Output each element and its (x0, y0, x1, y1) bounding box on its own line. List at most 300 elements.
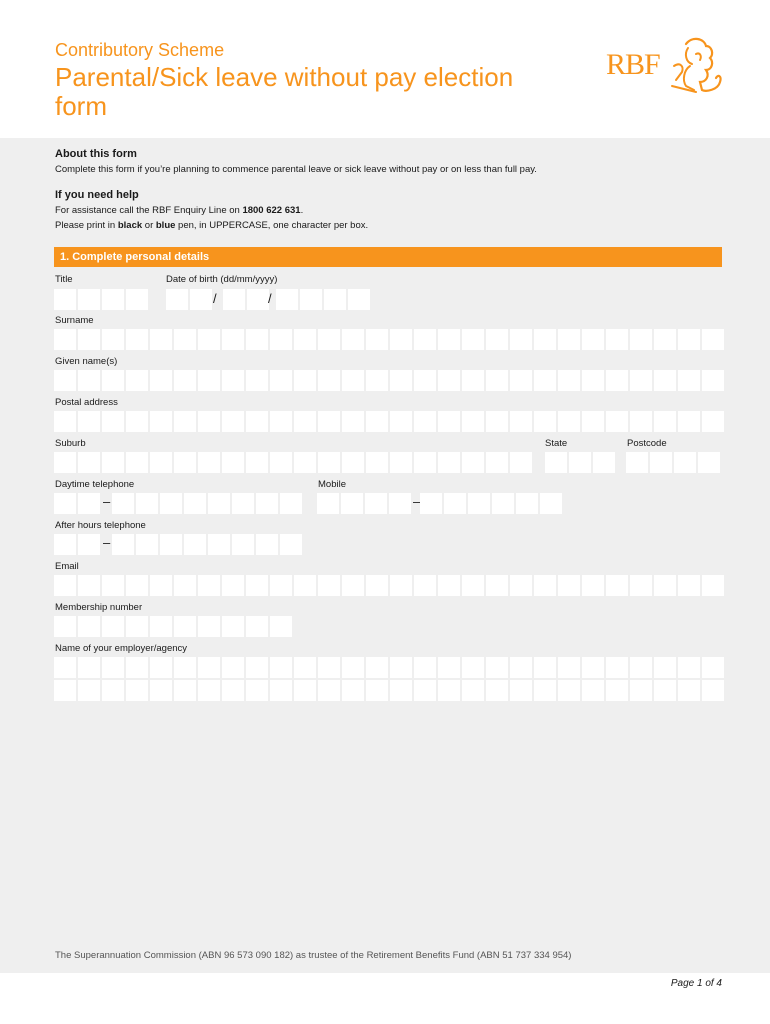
surname-label: Surname (55, 315, 94, 326)
character-box[interactable] (232, 534, 254, 555)
character-box[interactable] (438, 575, 460, 596)
lion-icon (666, 36, 724, 98)
character-box[interactable] (54, 680, 76, 701)
character-box[interactable] (534, 411, 556, 432)
character-box[interactable] (318, 575, 340, 596)
character-box[interactable] (486, 575, 508, 596)
character-box[interactable] (78, 534, 100, 555)
character-box[interactable] (414, 680, 436, 701)
character-box[interactable] (366, 370, 388, 391)
character-box[interactable] (222, 329, 244, 350)
character-box[interactable] (510, 411, 532, 432)
character-box[interactable] (390, 370, 412, 391)
character-box[interactable] (390, 680, 412, 701)
character-box[interactable] (294, 452, 316, 473)
character-box[interactable] (126, 680, 148, 701)
help-line-2-e: pen, in UPPERCASE, one character per box. (175, 220, 369, 231)
section-1-bar: 1. Complete personal details (54, 247, 722, 267)
character-box[interactable] (102, 452, 124, 473)
help-heading: If you need help (55, 189, 139, 201)
character-box[interactable] (198, 616, 220, 637)
character-box[interactable] (702, 411, 724, 432)
character-box[interactable] (582, 329, 604, 350)
character-box[interactable] (324, 289, 346, 310)
help-line-1-prefix: For assistance call the RBF Enquiry Line on (55, 205, 243, 216)
character-box[interactable] (222, 411, 244, 432)
character-box[interactable] (54, 616, 76, 637)
after-hours-area-code-field[interactable] (54, 534, 100, 555)
character-box[interactable] (270, 370, 292, 391)
character-box[interactable] (54, 493, 76, 514)
character-box[interactable] (112, 493, 134, 514)
character-box[interactable] (223, 289, 245, 310)
dob-month-field[interactable] (223, 289, 269, 310)
help-line-2 (55, 220, 368, 231)
character-box[interactable] (626, 452, 648, 473)
postal-address-label: Postal address (55, 397, 118, 408)
character-box[interactable] (136, 493, 158, 514)
character-box[interactable] (166, 289, 188, 310)
character-box[interactable] (174, 616, 196, 637)
character-box[interactable] (198, 329, 220, 350)
character-box[interactable] (54, 289, 76, 310)
character-box[interactable] (414, 329, 436, 350)
character-box[interactable] (674, 452, 696, 473)
character-box[interactable] (702, 657, 724, 678)
character-box[interactable] (54, 329, 76, 350)
character-box[interactable] (390, 452, 412, 473)
character-box[interactable] (256, 534, 278, 555)
character-box[interactable] (256, 493, 278, 514)
character-box[interactable] (160, 493, 182, 514)
character-box[interactable] (534, 370, 556, 391)
character-box[interactable] (630, 657, 652, 678)
email-label: Email (55, 561, 79, 572)
character-box[interactable] (558, 657, 580, 678)
character-box[interactable] (102, 616, 124, 637)
character-box[interactable] (414, 411, 436, 432)
character-box[interactable] (222, 575, 244, 596)
character-box[interactable] (54, 575, 76, 596)
character-box[interactable] (486, 657, 508, 678)
character-box[interactable] (414, 370, 436, 391)
daytime-phone-label: Daytime telephone (55, 479, 135, 490)
character-box[interactable] (208, 534, 230, 555)
state-field[interactable] (545, 452, 615, 473)
character-box[interactable] (462, 411, 484, 432)
character-box[interactable] (54, 657, 76, 678)
character-box[interactable] (246, 370, 268, 391)
character-box[interactable] (630, 411, 652, 432)
after-hours-number-field[interactable] (112, 534, 302, 555)
character-box[interactable] (366, 411, 388, 432)
character-box[interactable] (294, 575, 316, 596)
character-box[interactable] (698, 452, 720, 473)
character-box[interactable] (462, 452, 484, 473)
character-box[interactable] (318, 411, 340, 432)
character-box[interactable] (198, 575, 220, 596)
character-box[interactable] (438, 657, 460, 678)
character-box[interactable] (593, 452, 615, 473)
character-box[interactable] (112, 534, 134, 555)
character-box[interactable] (126, 289, 148, 310)
character-box[interactable] (366, 575, 388, 596)
character-box[interactable] (516, 493, 538, 514)
about-text: Complete this form if you’re planning to commence parental leave or sick leave without pay or on less than full pay. (55, 164, 537, 175)
character-box[interactable] (438, 329, 460, 350)
character-box[interactable] (558, 370, 580, 391)
character-box[interactable] (318, 329, 340, 350)
character-box[interactable] (486, 680, 508, 701)
character-box[interactable] (390, 411, 412, 432)
character-box[interactable] (294, 657, 316, 678)
character-box[interactable] (232, 493, 254, 514)
daytime-dash: – (103, 494, 111, 509)
character-box[interactable] (342, 575, 364, 596)
character-box[interactable] (606, 370, 628, 391)
character-box[interactable] (582, 657, 604, 678)
character-box[interactable] (222, 657, 244, 678)
character-box[interactable] (534, 329, 556, 350)
character-box[interactable] (510, 575, 532, 596)
character-box[interactable] (78, 616, 100, 637)
character-box[interactable] (540, 493, 562, 514)
employer-label: Name of your employer/agency (55, 643, 188, 654)
character-box[interactable] (702, 329, 724, 350)
character-box[interactable] (678, 370, 700, 391)
rbf-logo (606, 36, 724, 100)
character-box[interactable] (294, 329, 316, 350)
character-box[interactable] (650, 452, 672, 473)
character-box[interactable] (246, 616, 268, 637)
character-box[interactable] (174, 657, 196, 678)
character-box[interactable] (222, 452, 244, 473)
help-blue: blue (155, 220, 176, 231)
character-box[interactable] (569, 452, 591, 473)
character-box[interactable] (510, 657, 532, 678)
about-heading: About this form (55, 148, 137, 160)
postcode-label: Postcode (627, 438, 667, 449)
character-box[interactable] (342, 657, 364, 678)
character-box[interactable] (678, 575, 700, 596)
character-box[interactable] (222, 680, 244, 701)
surname-field[interactable] (54, 329, 724, 350)
character-box[interactable] (534, 657, 556, 678)
character-box[interactable] (486, 370, 508, 391)
character-box[interactable] (126, 370, 148, 391)
character-box[interactable] (270, 616, 292, 637)
character-box[interactable] (280, 534, 302, 555)
character-box[interactable] (160, 534, 182, 555)
footer-text: The Superannuation Commission (ABN 96 573 090 182) as trustee of the Retirement Benefits Fund (ABN 51 737 334 954) (55, 950, 572, 961)
character-box[interactable] (102, 329, 124, 350)
character-box[interactable] (150, 329, 172, 350)
given-name-field[interactable] (54, 370, 724, 391)
character-box[interactable] (318, 657, 340, 678)
character-box[interactable] (174, 680, 196, 701)
character-box[interactable] (534, 575, 556, 596)
character-box[interactable] (78, 575, 100, 596)
postal-address-field[interactable] (54, 411, 724, 432)
character-box[interactable] (414, 452, 436, 473)
character-box[interactable] (510, 329, 532, 350)
character-box[interactable] (654, 411, 676, 432)
character-box[interactable] (150, 680, 172, 701)
character-box[interactable] (486, 329, 508, 350)
character-box[interactable] (606, 680, 628, 701)
character-box[interactable] (270, 329, 292, 350)
character-box[interactable] (510, 370, 532, 391)
character-box[interactable] (136, 534, 158, 555)
character-box[interactable] (150, 370, 172, 391)
character-box[interactable] (438, 680, 460, 701)
character-box[interactable] (150, 452, 172, 473)
character-box[interactable] (150, 657, 172, 678)
character-box[interactable] (78, 657, 100, 678)
character-box[interactable] (678, 411, 700, 432)
character-box[interactable] (126, 657, 148, 678)
character-box[interactable] (317, 493, 339, 514)
character-box[interactable] (246, 329, 268, 350)
character-box[interactable] (390, 575, 412, 596)
character-box[interactable] (702, 680, 724, 701)
mobile-number-field[interactable] (420, 493, 562, 514)
character-box[interactable] (342, 370, 364, 391)
employer-field-line-1[interactable] (54, 657, 724, 678)
suburb-field[interactable] (54, 452, 532, 473)
character-box[interactable] (678, 657, 700, 678)
character-box[interactable] (582, 680, 604, 701)
character-box[interactable] (318, 452, 340, 473)
character-box[interactable] (510, 452, 532, 473)
character-box[interactable] (102, 411, 124, 432)
character-box[interactable] (630, 575, 652, 596)
character-box[interactable] (389, 493, 411, 514)
character-box[interactable] (126, 411, 148, 432)
character-box[interactable] (174, 411, 196, 432)
character-box[interactable] (342, 452, 364, 473)
character-box[interactable] (558, 575, 580, 596)
character-box[interactable] (318, 680, 340, 701)
postcode-field[interactable] (626, 452, 720, 473)
character-box[interactable] (78, 289, 100, 310)
character-box[interactable] (606, 329, 628, 350)
character-box[interactable] (294, 411, 316, 432)
character-box[interactable] (150, 575, 172, 596)
character-box[interactable] (247, 289, 269, 310)
character-box[interactable] (174, 452, 196, 473)
character-box[interactable] (606, 575, 628, 596)
character-box[interactable] (468, 493, 490, 514)
character-box[interactable] (54, 370, 76, 391)
character-box[interactable] (534, 680, 556, 701)
character-box[interactable] (420, 493, 442, 514)
given-name-label: Given name(s) (55, 356, 118, 367)
character-box[interactable] (390, 657, 412, 678)
character-box[interactable] (300, 289, 322, 310)
page-number: Page 1 of 4 (670, 978, 722, 989)
character-box[interactable] (545, 452, 567, 473)
character-box[interactable] (184, 493, 206, 514)
character-box[interactable] (486, 411, 508, 432)
character-box[interactable] (246, 575, 268, 596)
character-box[interactable] (294, 370, 316, 391)
character-box[interactable] (606, 411, 628, 432)
character-box[interactable] (78, 370, 100, 391)
mobile-label: Mobile (318, 479, 346, 490)
character-box[interactable] (190, 289, 212, 310)
character-box[interactable] (342, 411, 364, 432)
character-box[interactable] (366, 657, 388, 678)
suburb-label: Suburb (55, 438, 86, 449)
daytime-area-code-field[interactable] (54, 493, 100, 514)
character-box[interactable] (438, 370, 460, 391)
character-box[interactable] (184, 534, 206, 555)
character-box[interactable] (198, 370, 220, 391)
title-field[interactable] (54, 289, 148, 310)
character-box[interactable] (582, 575, 604, 596)
membership-number-field[interactable] (54, 616, 292, 637)
character-box[interactable] (342, 680, 364, 701)
character-box[interactable] (366, 329, 388, 350)
character-box[interactable] (582, 370, 604, 391)
character-box[interactable] (198, 411, 220, 432)
character-box[interactable] (54, 534, 76, 555)
character-box[interactable] (174, 329, 196, 350)
character-box[interactable] (150, 616, 172, 637)
employer-field-line-2[interactable] (54, 680, 724, 701)
character-box[interactable] (102, 289, 124, 310)
character-box[interactable] (654, 680, 676, 701)
character-box[interactable] (606, 657, 628, 678)
character-box[interactable] (492, 493, 514, 514)
character-box[interactable] (294, 680, 316, 701)
after-hours-label: After hours telephone (55, 520, 146, 531)
character-box[interactable] (318, 370, 340, 391)
character-box[interactable] (678, 680, 700, 701)
page-title: Parental/Sick leave without pay election form (55, 62, 514, 121)
character-box[interactable] (366, 680, 388, 701)
character-box[interactable] (341, 493, 363, 514)
character-box[interactable] (78, 493, 100, 514)
character-box[interactable] (462, 329, 484, 350)
character-box[interactable] (78, 329, 100, 350)
help-black: black (117, 220, 143, 231)
membership-number-label: Membership number (55, 602, 143, 613)
character-box[interactable] (126, 575, 148, 596)
title-label: Title (55, 274, 73, 285)
daytime-number-field[interactable] (112, 493, 302, 514)
character-box[interactable] (678, 329, 700, 350)
character-box[interactable] (126, 616, 148, 637)
help-line-2-a: Please print in (55, 220, 118, 231)
character-box[interactable] (348, 289, 370, 310)
character-box[interactable] (102, 657, 124, 678)
character-box[interactable] (510, 680, 532, 701)
character-box[interactable] (365, 493, 387, 514)
character-box[interactable] (270, 680, 292, 701)
dob-slash-2: / (268, 291, 272, 306)
character-box[interactable] (78, 680, 100, 701)
character-box[interactable] (630, 329, 652, 350)
character-box[interactable] (246, 452, 268, 473)
character-box[interactable] (198, 452, 220, 473)
dob-year-field[interactable] (276, 289, 370, 310)
character-box[interactable] (444, 493, 466, 514)
mobile-dash: – (413, 494, 421, 509)
dob-label: Date of birth (dd/mm/yyyy) (166, 274, 278, 285)
character-box[interactable] (198, 680, 220, 701)
character-box[interactable] (270, 452, 292, 473)
character-box[interactable] (102, 575, 124, 596)
character-box[interactable] (222, 370, 244, 391)
character-box[interactable] (654, 370, 676, 391)
character-box[interactable] (702, 575, 724, 596)
mobile-prefix-field[interactable] (317, 493, 411, 514)
character-box[interactable] (438, 411, 460, 432)
character-box[interactable] (222, 616, 244, 637)
character-box[interactable] (630, 680, 652, 701)
character-box[interactable] (54, 411, 76, 432)
character-box[interactable] (486, 452, 508, 473)
character-box[interactable] (54, 452, 76, 473)
character-box[interactable] (174, 575, 196, 596)
character-box[interactable] (558, 680, 580, 701)
character-box[interactable] (582, 411, 604, 432)
character-box[interactable] (270, 657, 292, 678)
character-box[interactable] (276, 289, 298, 310)
character-box[interactable] (654, 329, 676, 350)
character-box[interactable] (462, 370, 484, 391)
character-box[interactable] (208, 493, 230, 514)
character-box[interactable] (414, 657, 436, 678)
character-box[interactable] (102, 680, 124, 701)
character-box[interactable] (342, 329, 364, 350)
character-box[interactable] (246, 411, 268, 432)
email-field[interactable] (54, 575, 724, 596)
character-box[interactable] (438, 452, 460, 473)
character-box[interactable] (246, 657, 268, 678)
character-box[interactable] (390, 329, 412, 350)
character-box[interactable] (126, 329, 148, 350)
character-box[interactable] (78, 411, 100, 432)
character-box[interactable] (630, 370, 652, 391)
character-box[interactable] (654, 575, 676, 596)
character-box[interactable] (126, 452, 148, 473)
character-box[interactable] (150, 411, 172, 432)
page-header (0, 0, 770, 138)
character-box[interactable] (270, 411, 292, 432)
character-box[interactable] (280, 493, 302, 514)
character-box[interactable] (462, 680, 484, 701)
character-box[interactable] (702, 370, 724, 391)
character-box[interactable] (462, 657, 484, 678)
character-box[interactable] (270, 575, 292, 596)
character-box[interactable] (558, 411, 580, 432)
character-box[interactable] (246, 680, 268, 701)
form-kicker: Contributory Scheme (55, 40, 225, 60)
dob-day-field[interactable] (166, 289, 212, 310)
character-box[interactable] (654, 657, 676, 678)
character-box[interactable] (366, 452, 388, 473)
character-box[interactable] (102, 370, 124, 391)
character-box[interactable] (462, 575, 484, 596)
character-box[interactable] (414, 575, 436, 596)
character-box[interactable] (198, 657, 220, 678)
character-box[interactable] (174, 370, 196, 391)
character-box[interactable] (558, 329, 580, 350)
character-box[interactable] (78, 452, 100, 473)
